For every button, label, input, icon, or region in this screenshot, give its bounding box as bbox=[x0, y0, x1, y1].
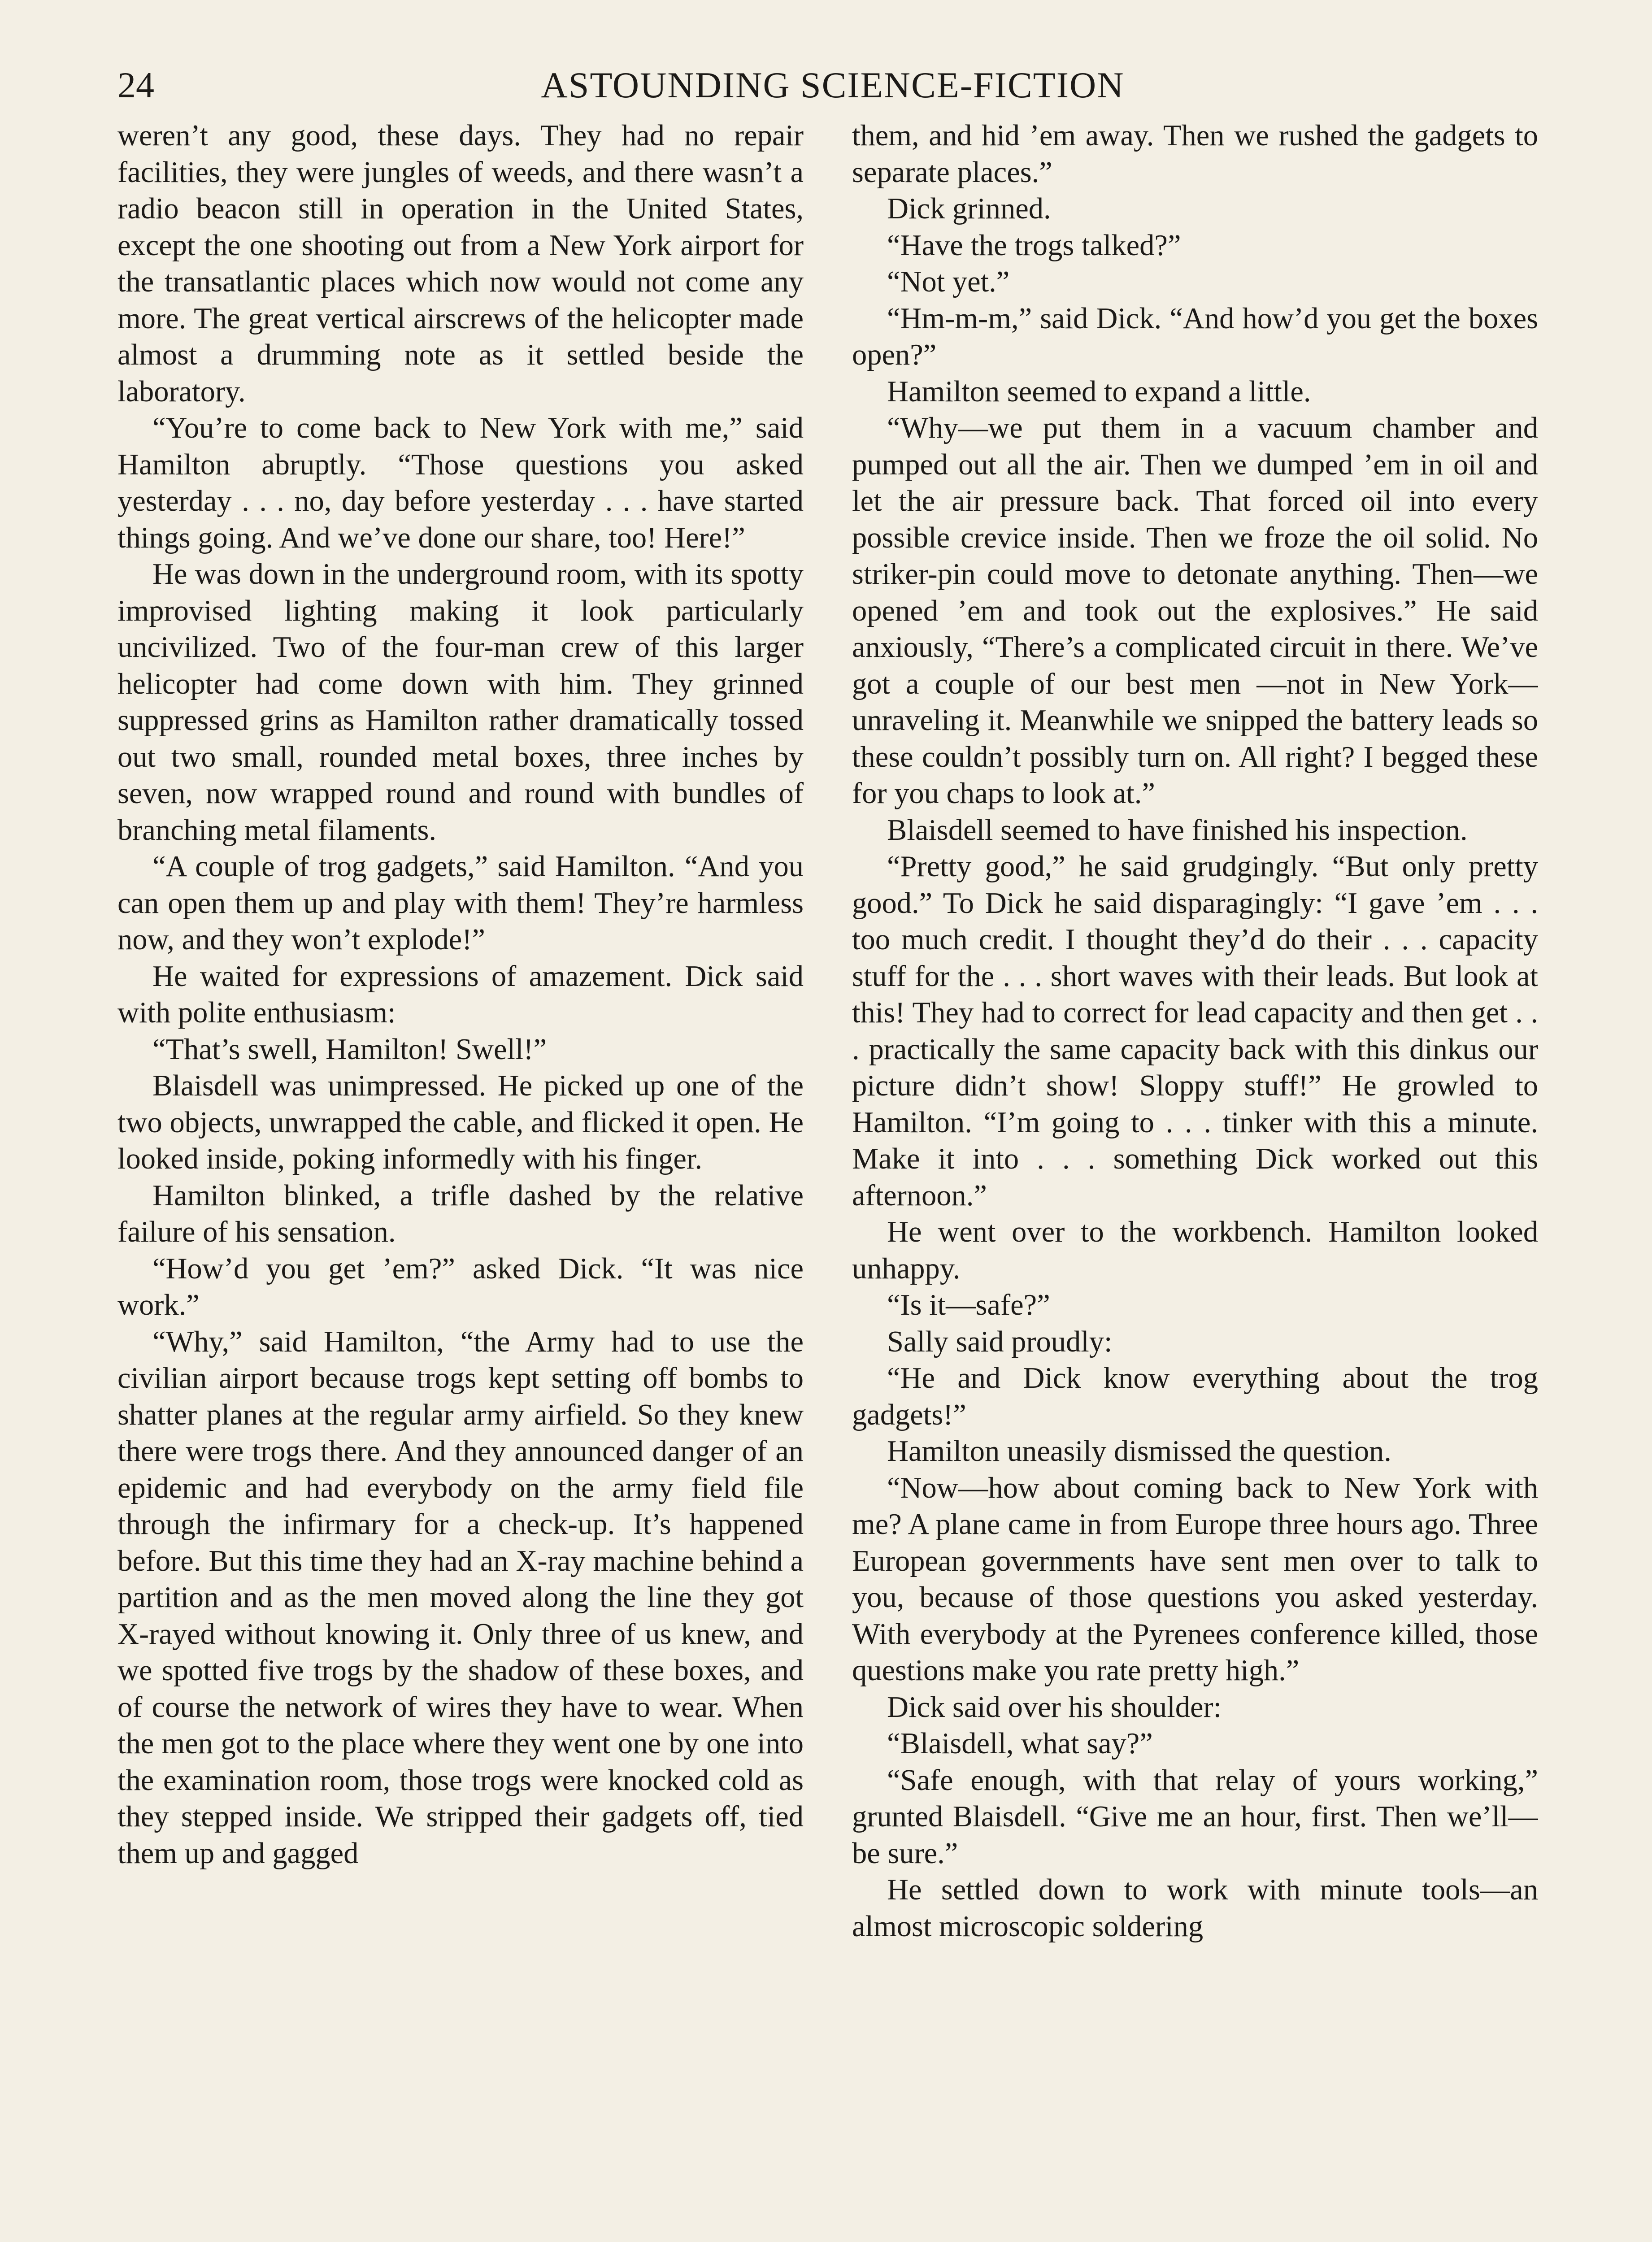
paragraph: weren’t any good, these days. They had no repair facilities, they were jungles of weeds, and there wasn’t a radio beacon still in operation in the United States, except the one shooting out from a New York airport for the transatlantic places which now would not come any more. The great vertical airscrews of the helicopter made almost a drumming note as it settled beside the laboratory. bbox=[117, 119, 804, 408]
paragraph: Blaisdell was unimpressed. He picked up one of the two objects, unwrapped the cable, and flicked it open. He looked inside, poking informedly with his finger. bbox=[117, 1069, 804, 1175]
paragraph: “Hm-m-m,” said Dick. “And how’d you get the boxes open?” bbox=[852, 302, 1538, 371]
paragraph: them, and hid ’em away. Then we rushed the gadgets to separate places.” bbox=[852, 119, 1538, 189]
paragraph: Hamilton seemed to expand a little. bbox=[887, 375, 1311, 408]
paragraph: “Blaisdell, what say?” bbox=[887, 1727, 1153, 1760]
page-number: 24 bbox=[117, 65, 154, 105]
paragraph: Blaisdell seemed to have finished his inspection. bbox=[887, 813, 1468, 847]
paragraph: Dick grinned. bbox=[887, 192, 1051, 225]
paragraph: “Safe enough, with that relay of yours working,” grunted Blaisdell. “Give me an hour, first. Then we’ll—be sure.” bbox=[852, 1764, 1538, 1870]
paragraph: He was down in the underground room, with its spotty improvised lighting making it look particularly uncivilized. Two of the four-man crew of this larger helicopter had come down with him. They grinned suppressed grins as Hamilton rather dramatically tossed out two small, rounded metal boxes, three inches by seven, now wrapped round and round with bundles of branching metal filaments. bbox=[117, 558, 804, 847]
paragraph: “Pretty good,” he said grudgingly. “But only pretty good.” To Dick he said disparagingly: “I gave ’em . . . too much credit. I thought they’d do their . . . capacity stuff for the . . . short waves with their leads. But look at this! They had to correct for lead capacity and then get . . . practically the same capacity back with this dinkus our picture didn’t show! Sloppy stuff!” He growled to Hamilton. “I’m going to . . . tinker with this a minute. Make it into . . . something Dick worked out this afternoon.” bbox=[852, 850, 1538, 1212]
paragraph: “Not yet.” bbox=[887, 265, 1010, 298]
paragraph: Sally said proudly: bbox=[887, 1325, 1113, 1358]
paragraph: “You’re to come back to New York with me,” said Hamilton abruptly. “Those questions you asked yesterday . . . no, day before yesterday . . . have started things going. And we’ve done our share, too! Here!” bbox=[117, 412, 804, 554]
paragraph: “Now—how about coming back to New York with me? A plane came in from Europe three hours ago. Three European governments have sent men over to talk to you, because of those questions you asked yesterday. With everybody at the Pyrenees conference killed, those questions make you rate pretty high.” bbox=[852, 1471, 1538, 1687]
paragraph: Dick said over his shoulder: bbox=[887, 1690, 1222, 1724]
paragraph: He went over to the workbench. Hamilton looked unhappy. bbox=[852, 1216, 1538, 1285]
paragraph: “Why,” said Hamilton, “the Army had to use the civilian airport because trogs kept setting off bombs to shatter planes at the regular army airfield. So they knew there were trogs there. And they announced danger of an epidemic and had everybody on the army field file through the infirmary for a check-up. It’s happened before. But this time they had an X-ray machine behind a partition and as the men moved along the line they got X-rayed without knowing it. Only three of us knew, and we spotted five trogs by the shadow of these boxes, and of course the network of wires they have to wear. When the men got to the place where they went one by one into the examination room, those trogs were knocked cold as they stepped inside. We stripped their gadgets off, tied them up and gagged bbox=[117, 1325, 804, 1870]
paragraph: “That’s swell, Hamilton! Swell!” bbox=[152, 1033, 547, 1066]
paragraph: “How’d you get ’em?” asked Dick. “It was nice work.” bbox=[117, 1252, 804, 1321]
text-column-left bbox=[117, 117, 804, 2238]
running-head: ASTOUNDING SCIENCE-FICTION bbox=[541, 65, 1125, 105]
text-column-right bbox=[852, 117, 1538, 2238]
paragraph: Hamilton blinked, a trifle dashed by the relative failure of his sensation. bbox=[117, 1179, 804, 1248]
page-header bbox=[117, 58, 1548, 112]
paragraph: “He and Dick know everything about the trog gadgets!” bbox=[852, 1362, 1538, 1431]
paragraph: “Is it—safe?” bbox=[887, 1289, 1050, 1321]
paragraph: He waited for expressions of amazement. Dick said with polite enthusiasm: bbox=[117, 960, 804, 1029]
paragraph: “A couple of trog gadgets,” said Hamilton. “And you can open them up and play with them! They’re harmless now, and they won’t explode!” bbox=[117, 850, 804, 956]
paragraph: He settled down to work with minute tools—an almost microscopic soldering bbox=[852, 1873, 1538, 1943]
paragraph: “Why—we put them in a vacuum chamber and pumped out all the air. Then we dumped ’em in oil and let the air pressure back. That forced oil into every possible crevice inside. Then we froze the oil solid. No striker-pin could move to detonate anything. Then—we opened ’em and took out the explosives.” He said anxiously, “There’s a complicated circuit in there. We’ve got a couple of our best men —not in New York—unraveling it. Meanwhile we snipped the battery leads so these couldn’t possibly turn on. All right? I begged these for you chaps to look at.” bbox=[852, 412, 1538, 810]
paragraph: “Have the trogs talked?” bbox=[887, 229, 1181, 262]
paragraph: Hamilton uneasily dismissed the question. bbox=[887, 1435, 1391, 1468]
